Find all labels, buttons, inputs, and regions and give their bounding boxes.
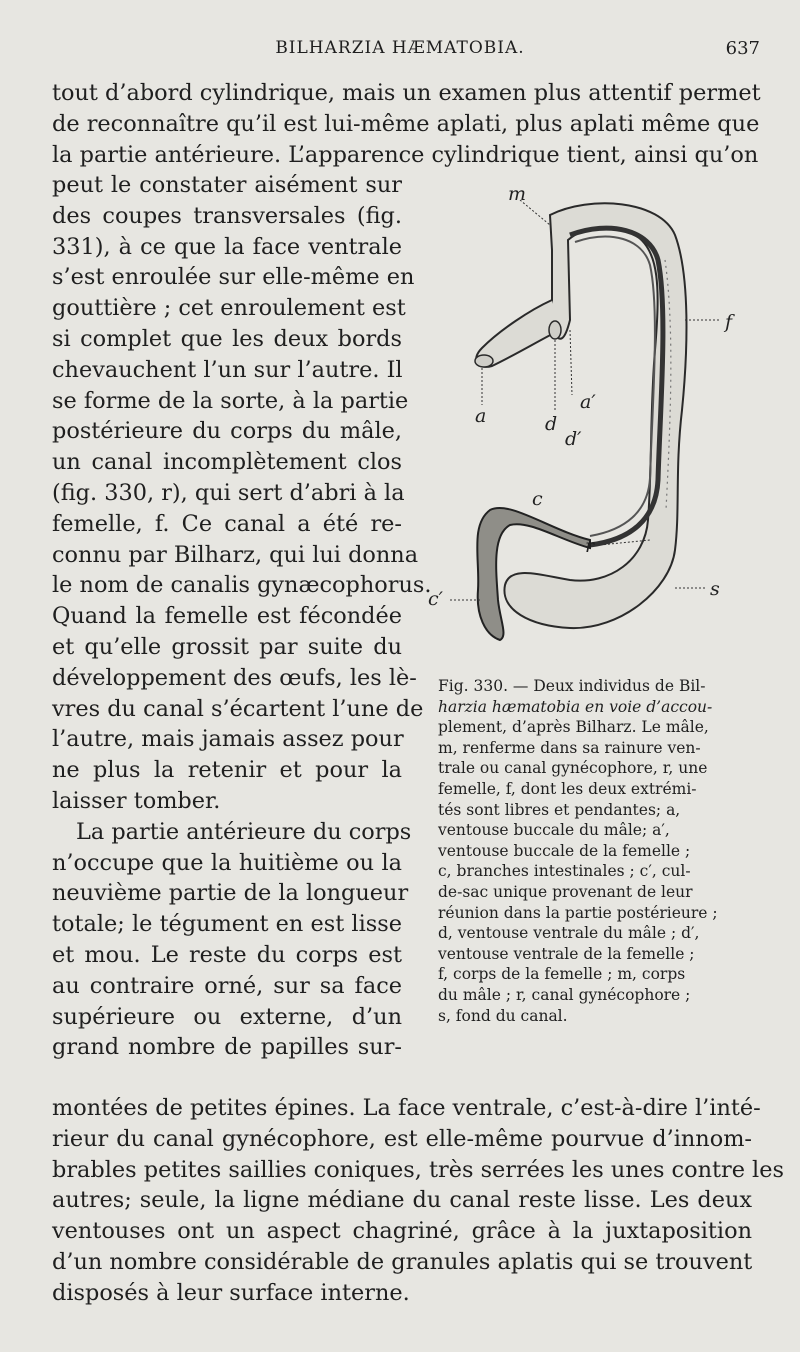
text-line: montées de petites épines. La face ventrale, c’est-à-dire l’inté- xyxy=(52,1095,761,1121)
caption-line: réunion dans la partie postérieure ; xyxy=(438,903,718,922)
label-a-prime: a′ xyxy=(580,391,596,413)
text-line: si complet que les deux bords xyxy=(52,325,402,352)
text-line: 331), à ce que la face ventrale xyxy=(52,233,402,260)
caption-line: c, branches intestinales ; c′, cul- xyxy=(438,862,691,881)
text-line: développement des œufs, les lè- xyxy=(52,664,417,691)
text-line: rieur du canal gynécophore, est elle-même pourvue d’innom- xyxy=(52,1125,752,1152)
text-line: n’occupe que la huitième ou la xyxy=(52,849,402,876)
male-oral-sucker xyxy=(475,355,493,367)
page-number: 637 xyxy=(725,38,760,59)
text-line: autres; seule, la ligne médiane du canal reste lisse. Les deux xyxy=(52,1187,752,1214)
caption-line: d, ventouse ventrale du mâle ; d′, xyxy=(438,924,700,943)
text-line: d’un nombre considérable de granules aplatis qui se trouvent xyxy=(52,1248,753,1275)
text-line: La partie antérieure du corps xyxy=(76,818,412,845)
text-line: un canal incomplètement clos xyxy=(52,449,402,476)
text-line: et qu’elle grossit par suite du xyxy=(52,633,402,660)
text-line: brables petites saillies coniques, très serrées les unes contre les xyxy=(52,1156,784,1183)
caption-line: ventouse buccale de la femelle ; xyxy=(438,841,691,860)
caption-line: du mâle ; r, canal gynécophore ; xyxy=(438,985,691,1004)
text-line: se forme de la sorte, à la partie xyxy=(52,387,409,414)
text-line: disposés à leur surface interne. xyxy=(52,1279,410,1306)
label-m: m xyxy=(508,183,527,205)
label-c: c xyxy=(532,488,543,510)
caption-line: trale ou canal gynécophore, r, une xyxy=(438,759,708,778)
caption-line: s, fond du canal. xyxy=(438,1006,568,1025)
text-line: au contraire orné, sur sa face xyxy=(52,972,402,999)
page-header xyxy=(40,38,760,68)
male-ventral-sucker xyxy=(549,321,561,339)
text-line: s’est enroulée sur elle-même en xyxy=(52,264,415,291)
text-line: totale; le tégument en est lisse xyxy=(52,911,402,938)
caption-line: femelle, f, dont les deux extrémi- xyxy=(438,779,697,798)
caption-line: tés sont libres et pendantes; a, xyxy=(438,800,681,819)
text-line: connu par Bilharz, qui lui donna xyxy=(52,541,419,568)
text-line: peut le constater aisément sur xyxy=(52,172,402,198)
text-line: supérieure ou externe, d’un xyxy=(52,1003,402,1030)
text-line: vres du canal s’écartent l’une de xyxy=(52,695,424,722)
running-title: BILHARZIA HÆMATOBIA. xyxy=(275,38,525,58)
text-line: ventouses ont un aspect chagriné, grâce à la juxtaposition xyxy=(52,1218,752,1245)
text-line: Quand la femelle est fécondée xyxy=(52,603,402,630)
caption-line: f, corps de la femelle ; m, corps xyxy=(438,965,686,984)
caption-line: ventouse buccale du mâle; a′, xyxy=(438,821,670,840)
label-s: s xyxy=(710,578,720,600)
text-line: chevauchent l’un sur l’autre. Il xyxy=(52,356,403,383)
caption-line: harzia hæmatobia en voie d’accou- xyxy=(438,697,713,716)
text-line: l’autre, mais jamais assez pour xyxy=(52,726,404,753)
label-d-prime: d′ xyxy=(565,428,582,450)
text-line: (fig. 330, r), qui sert d’abri à la xyxy=(52,479,405,506)
text-line: postérieure du corps du mâle, xyxy=(52,418,402,445)
gynecophoral-canal-inner xyxy=(575,237,655,536)
text-line: grand nombre de papilles sur- xyxy=(52,1034,402,1061)
text-line: des coupes transversales (fig. xyxy=(52,202,402,229)
caption-line: de-sac unique provenant de leur xyxy=(438,882,693,901)
text-line: ne plus la retenir et pour la xyxy=(52,757,402,784)
text-line: le nom de canalis gynæcophorus. xyxy=(52,572,432,599)
text-line: laisser tomber. xyxy=(52,787,221,814)
bottom-paragraph xyxy=(52,1093,784,1309)
figure-330-illustration xyxy=(420,180,770,660)
leader-line-a-prime xyxy=(570,330,572,395)
left-column-text xyxy=(52,170,432,1063)
text-line: la partie antérieure. L’apparence cylindrique tient, ainsi qu’on xyxy=(52,141,759,168)
text-line: de reconnaître qu’il est lui-même aplati, plus aplati même que xyxy=(52,110,760,137)
text-line: et mou. Le reste du corps est xyxy=(52,941,402,968)
caption-line: m, renferme dans sa rainure ven- xyxy=(438,738,701,757)
label-r: r xyxy=(585,535,595,557)
text-line: gouttière ; cet enroulement est xyxy=(52,295,406,322)
label-d: d xyxy=(545,413,558,435)
figure-caption xyxy=(438,676,758,1026)
top-paragraph xyxy=(52,78,761,170)
label-c-prime: c′ xyxy=(428,588,443,610)
worm-drawing xyxy=(420,180,770,660)
text-line: tout d’abord cylindrique, mais un examen plus attentif permet xyxy=(52,80,761,106)
text-line: femelle, f. Ce canal a été re- xyxy=(52,510,402,537)
caption-line: plement, d’après Bilharz. Le mâle, xyxy=(438,718,709,737)
label-a: a xyxy=(475,405,487,427)
caption-line: Fig. 330. — Deux individus de Bil- xyxy=(438,677,706,695)
text-line: neuvième partie de la longueur xyxy=(52,880,409,907)
caption-line: ventouse ventrale de la femelle ; xyxy=(438,944,695,963)
label-f: f xyxy=(725,311,733,333)
